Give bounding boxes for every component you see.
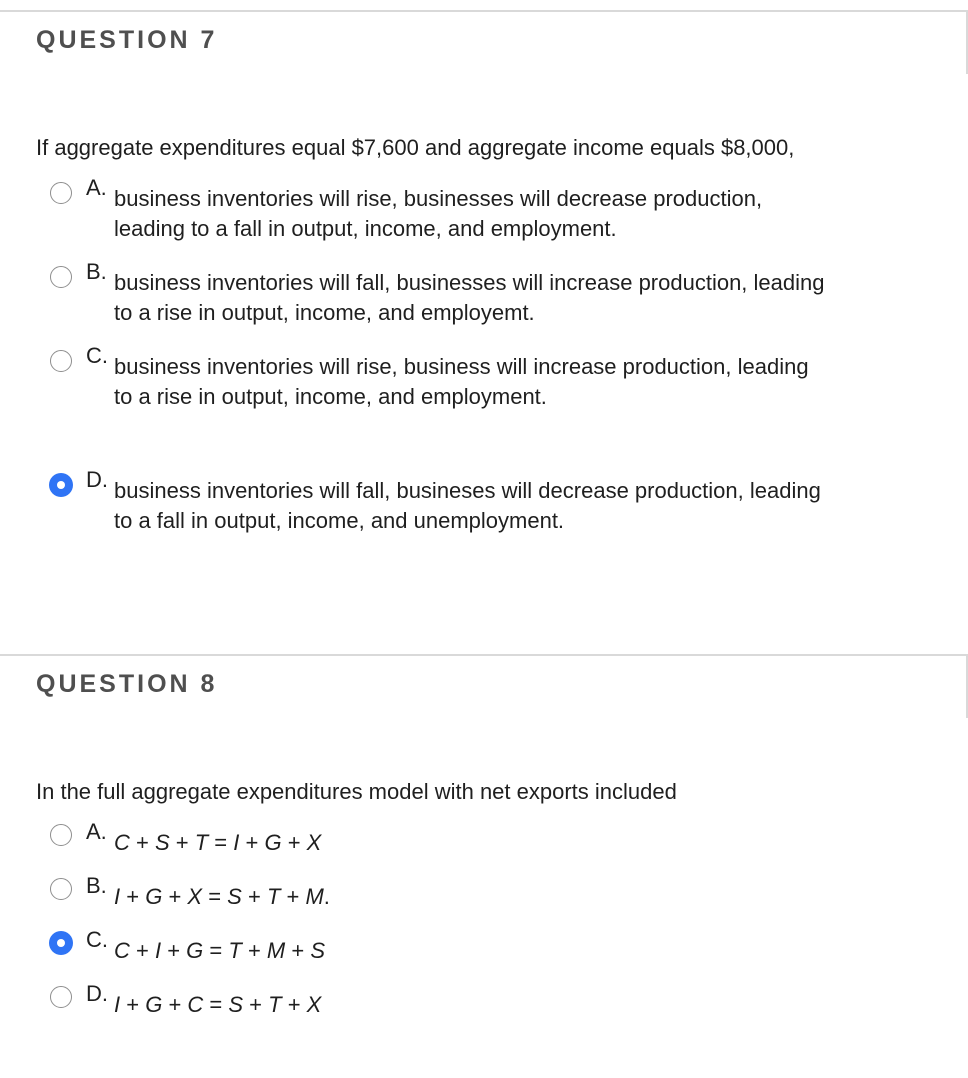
formula-operator: = (202, 884, 228, 909)
formula-variable: S (154, 830, 170, 855)
formula-operator: + (120, 992, 146, 1017)
formula-operator: + (239, 830, 265, 855)
question-7-title: QUESTION 7 (36, 26, 218, 54)
q8-option-d-formula (114, 990, 321, 1020)
q8-option-d-letter: D. (86, 981, 108, 1006)
formula-variable: C (114, 938, 130, 963)
formula-variable: S (310, 938, 325, 963)
q7-option-c-text-line1: business inventories will rise, business will increase production, leading (114, 354, 809, 379)
q7-option-c-text-line2: to a rise in output, income, and employment. (114, 384, 547, 409)
q8-option-a-formula (114, 828, 321, 858)
question-7-header (0, 10, 968, 74)
formula-variable: T (268, 992, 282, 1017)
q7-option-d-text-line2: to a fall in output, income, and unemployment. (114, 508, 565, 533)
q7-option-a-text-line2: leading to a fall in output, income, and employment. (114, 216, 617, 241)
formula-operator: + (241, 884, 267, 909)
q7-option-b-text-line2: to a rise in output, income, and employemt. (114, 300, 535, 325)
formula-variable: G (145, 884, 163, 909)
q7-option-b-radio[interactable] (50, 266, 72, 288)
q8-option-a-radio[interactable] (50, 824, 72, 846)
formula-variable: I (114, 884, 121, 909)
formula-operator: + (129, 830, 155, 855)
formula-variable: T (228, 938, 242, 963)
formula-operator: + (162, 884, 188, 909)
formula-operator: + (241, 938, 267, 963)
q7-option-c-radio[interactable] (50, 350, 72, 372)
q8-option-b-letter: B. (86, 873, 107, 898)
formula-variable: G (264, 830, 282, 855)
q7-option-b-letter: B. (86, 259, 107, 284)
formula-variable: S (227, 884, 242, 909)
q7-option-d-text-line1: business inventories will fall, busineses will decrease production, leading (114, 478, 821, 503)
formula-variable: G (186, 938, 204, 963)
question-8-title: QUESTION 8 (36, 670, 218, 698)
q7-option-a-text-line1: business inventories will rise, businesses will decrease production, (114, 186, 763, 211)
q7-option-d-letter: D. (86, 467, 108, 492)
formula-variable: C (114, 830, 130, 855)
formula-variable: X (306, 830, 322, 855)
formula-variable: I (233, 830, 240, 855)
q8-option-a-letter: A. (86, 819, 107, 844)
q7-option-a-letter: A. (86, 175, 107, 200)
formula-variable: G (145, 992, 163, 1017)
formula-operator: + (243, 992, 269, 1017)
formula-operator: . (323, 884, 330, 909)
formula-variable: I (154, 938, 162, 963)
formula-operator: + (120, 884, 146, 909)
q7-option-a-radio[interactable] (50, 182, 72, 204)
formula-operator: = (203, 992, 229, 1017)
q8-option-c-letter: C. (86, 927, 108, 952)
formula-operator: + (285, 938, 311, 963)
formula-operator: + (169, 830, 195, 855)
formula-operator: = (208, 830, 234, 855)
formula-variable: T (266, 884, 281, 909)
q8-option-c-radio[interactable] (50, 932, 72, 954)
formula-operator: + (162, 992, 188, 1017)
formula-variable: M (305, 884, 324, 909)
q8-option-b-formula (114, 882, 330, 912)
formula-variable: S (228, 992, 244, 1017)
question-8-prompt: In the full aggregate expenditures model with net exports included (36, 779, 677, 804)
formula-variable: X (306, 992, 322, 1017)
formula-operator: + (281, 830, 307, 855)
formula-operator: + (280, 884, 306, 909)
q7-option-d-radio[interactable] (50, 474, 72, 496)
q7-option-c-letter: C. (86, 343, 108, 368)
formula-variable: M (266, 938, 286, 963)
formula-operator: + (129, 938, 155, 963)
q8-option-c-formula (114, 936, 325, 966)
q8-option-d-radio[interactable] (50, 986, 72, 1008)
q7-option-b-text-line1: business inventories will fall, businesses will increase production, leading (114, 270, 825, 295)
formula-variable: T (194, 830, 209, 855)
formula-variable: C (187, 992, 204, 1017)
question-8-header (0, 654, 968, 718)
q8-option-b-radio[interactable] (50, 878, 72, 900)
question-7-prompt: If aggregate expenditures equal $7,600 and aggregate income equals $8,000, (36, 135, 795, 160)
formula-operator: + (281, 992, 307, 1017)
formula-variable: X (187, 884, 203, 909)
formula-operator: = (203, 938, 229, 963)
formula-operator: + (161, 938, 187, 963)
formula-variable: I (114, 992, 121, 1017)
